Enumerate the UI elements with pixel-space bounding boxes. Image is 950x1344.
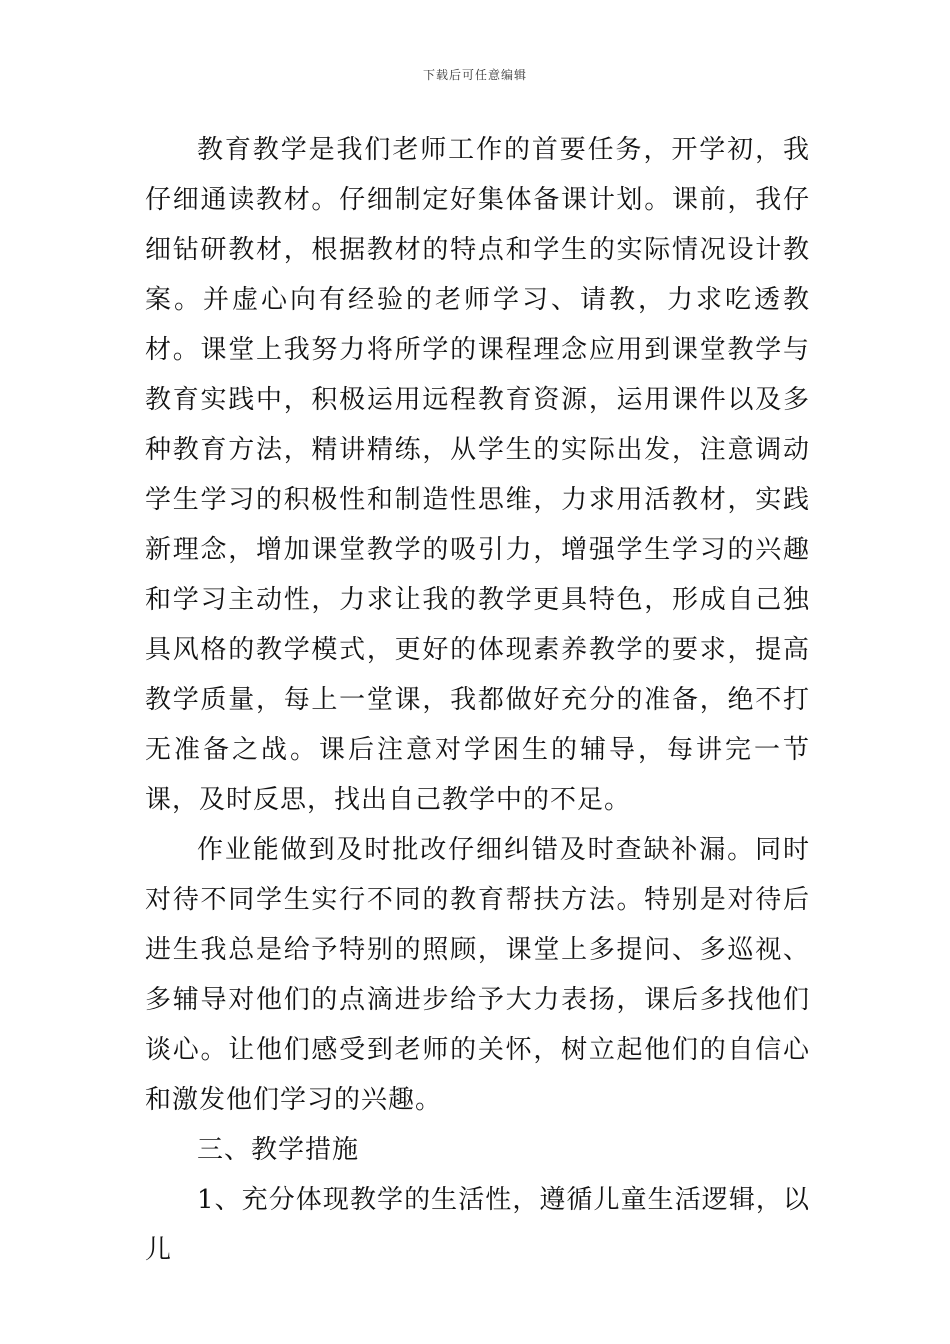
section-heading-teaching-measures: 三、教学措施 xyxy=(197,1135,360,1165)
page-header: 下载后可任意编辑 xyxy=(422,68,527,82)
paragraph-measure-1: 1、充分体现教学的生活性，遵循儿童生活逻辑，以儿 xyxy=(145,1185,810,1265)
paragraph-teaching-work: 教育教学是我们老师工作的首要任务，开学初，我仔细通读教材。仔细制定好集体备课计划。课前，我仔细钻研教材，根据教材的特点和学生的实际情况设计教案。并虚心向有经验的老师学习、请教，力求吃透教材。课堂上我努力将所学的课程理念应用到课堂教学与教育实践中，积极运用远程教育资源，运用课件以及多种教育方法，精讲精练，从学生的实际出发，注意调动学生学习的积极性和制造性思维，力求用活教材，实践新理念，增加课堂教学的吸引力，增强学生学习的兴趣和学习主动性，力求让我的教学更具特色，形成自己独具风格的教学模式，更好的体现素养教学的要求，提高教学质量，每上一堂课，我都做好充分的准备，绝不打无准备之战。课后注意对学困生的辅导，每讲完一节课，及时反思，找出自己教学中的不足。 xyxy=(145,135,810,815)
document-body xyxy=(145,125,810,1275)
paragraph-homework: 作业能做到及时批改仔细纠错及时查缺补漏。同时对待不同学生实行不同的教育帮扶方法。特别是对待后进生我总是给予特别的照顾，课堂上多提问、多巡视、多辅导对他们的点滴进步给予大力表扬，课后多找他们谈心。让他们感受到老师的关怀，树立起他们的自信心和激发他们学习的兴趣。 xyxy=(145,835,810,1115)
